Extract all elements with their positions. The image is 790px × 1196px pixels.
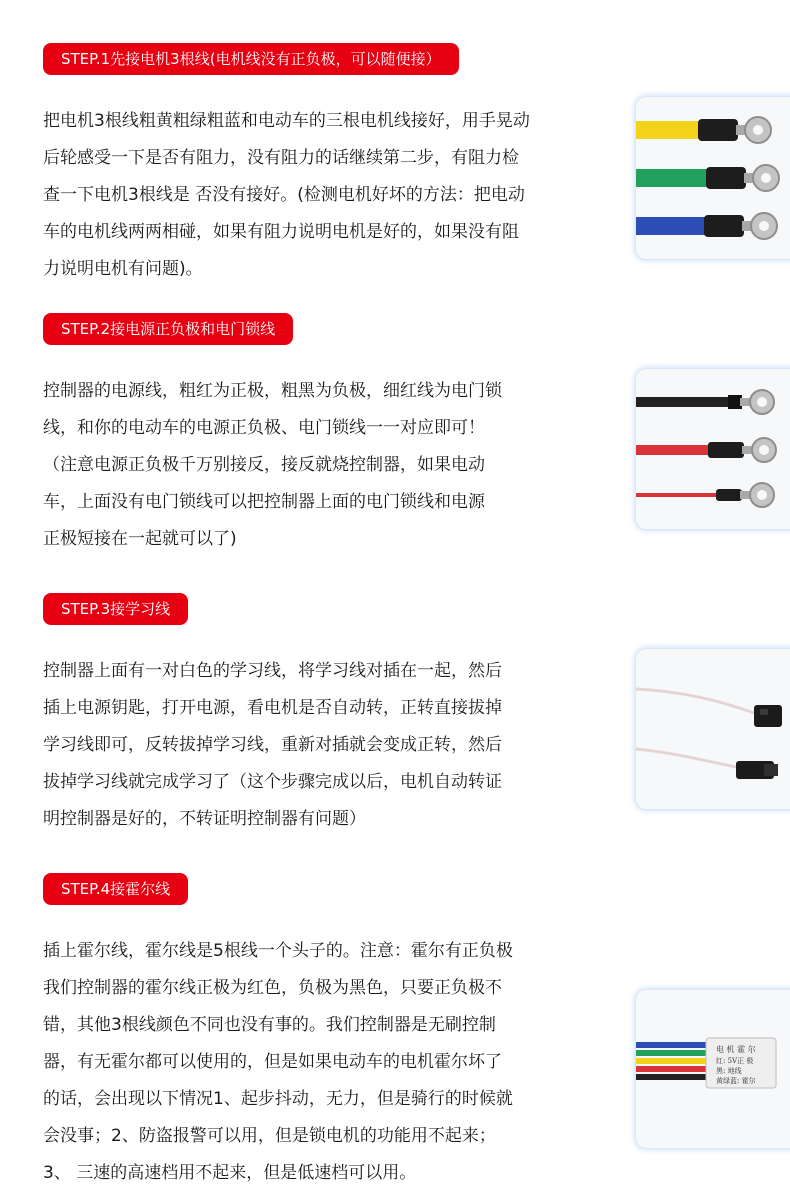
step-1-description [43,103,613,288]
step-3-line: 控制器上面有一对白色的学习线，将学习线对插在一起，然后 [43,661,502,681]
step-4-description [43,933,613,1192]
step-2-line: 控制器的电源线，粗红为正极，粗黑为负极，细红线为电门锁 [43,381,502,401]
step-4-line: 插上霍尔线，霍尔线是5根线一个头子的。注意：霍尔有正负极 [43,941,513,961]
step-2-line: 正极短接在一起就可以了) [43,529,237,549]
motor-wires-image [636,97,790,259]
power-wires-image [636,369,790,529]
step-2-line: （注意电源正负极千万别接反，接反就烧控制器，如果电动 [43,455,485,475]
step-1-line: 力说明电机有问题)。 [43,259,203,279]
step-4-line: 错，其他3根线颜色不同也没有事的。我们控制器是无刷控制 [43,1015,496,1035]
step-1-title: STEP.1先接电机3根线(电机线没有正负极，可以随便接） [43,43,459,75]
hall-label-line: 红: 5V正 极 [716,1057,754,1065]
step-4-line: 器，有无霍尔都可以使用的，但是如果电动车的电机霍尔坏了 [43,1052,502,1072]
step-3-line: 学习线即可，反转拔掉学习线，重新对插就会变成正转，然后 [43,735,502,755]
step-4-line: 我们控制器的霍尔线正极为红色，负极为黑色，只要正负极不 [43,978,502,998]
step-4-title: STEP.4接霍尔线 [43,873,188,905]
hall-label-line: 黄绿蓝: 霍尔 [716,1077,756,1085]
step-4-line: 会没事；2、防盗报警可以用，但是锁电机的功能用不起来； [43,1126,496,1146]
learning-wires-image [636,649,790,809]
step-3-line: 拔掉学习线就完成学习了（这个步骤完成以后，电机自动转证 [43,772,502,792]
step-4-line: 的话，会出现以下情况1、起步抖动，无力，但是骑行的时候就 [43,1089,513,1109]
hall-connector-image [636,990,790,1148]
step-2-title: STEP.2接电源正负极和电门锁线 [43,313,293,345]
step-2-description [43,373,613,558]
step-2-line: 线，和你的电动车的电源正负极、电门锁线一一对应即可！ [43,418,485,438]
hall-label-line: 电 机 霍 尔 [716,1045,756,1054]
step-1-line: 查一下电机3根线是 否没有接好。(检测电机好坏的方法：把电动 [43,185,525,205]
hall-label-line: 黑: 地线 [716,1067,742,1075]
step-3-line: 插上电源钥匙，打开电源，看电机是否自动转，正转直接拔掉 [43,698,502,718]
step-1-line: 后轮感受一下是否有阻力，没有阻力的话继续第二步，有阻力检 [43,148,519,168]
step-3-description [43,653,613,838]
step-4-line: 3、 三速的高速档用不起来，但是低速档可以用。 [43,1163,417,1183]
step-1-line: 把电机3根线粗黄粗绿粗蓝和电动车的三根电机线接好，用手晃动 [43,111,530,131]
step-3-title: STEP.3接学习线 [43,593,188,625]
step-2-line: 车，上面没有电门锁线可以把控制器上面的电门锁线和电源 [43,492,485,512]
step-3-line: 明控制器是好的，不转证明控制器有问题） [43,809,366,829]
step-1-line: 车的电机线两两相碰，如果有阻力说明电机是好的，如果没有阻 [43,222,519,242]
